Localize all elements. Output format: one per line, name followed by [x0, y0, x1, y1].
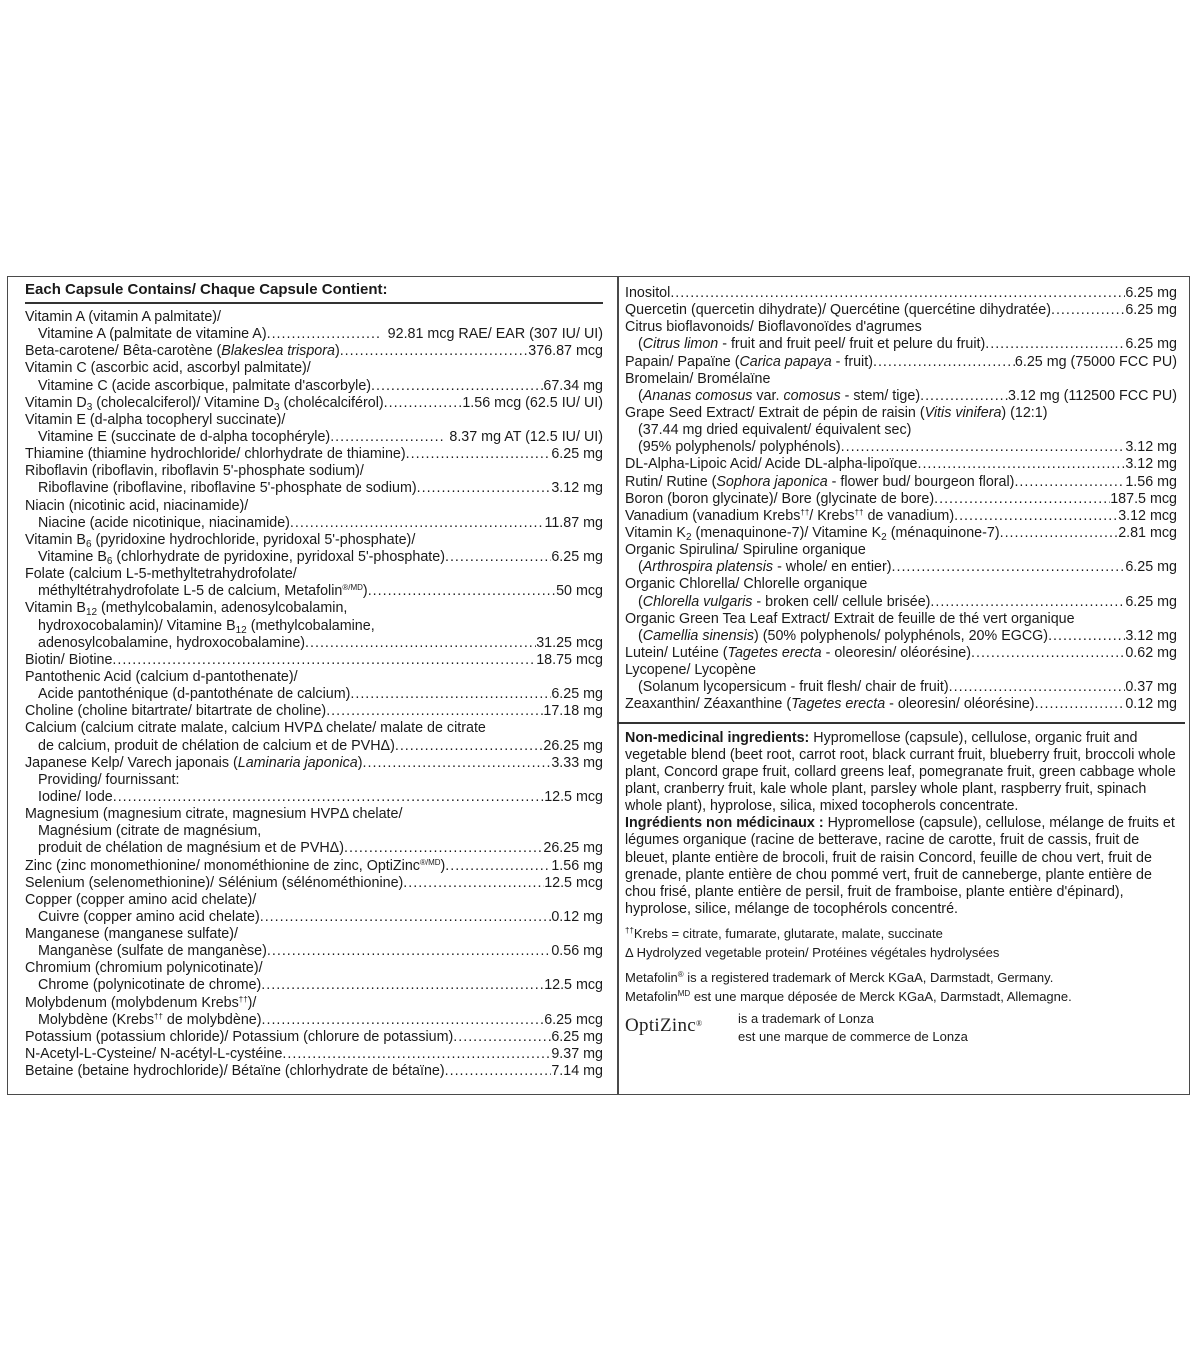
non-medicinal-label: Non-medicinal ingredients: — [625, 729, 810, 746]
ingredient-line — [25, 840, 603, 857]
ingredient-line — [25, 480, 603, 497]
ingredient-name: Vanadium (vanadium Krebs††/ Krebs†† de vanadium) — [625, 507, 955, 524]
right-ingredient-list — [625, 285, 1177, 714]
dot-leader — [670, 285, 1125, 302]
ingredient-name: Calcium (calcium citrate malate, calcium HVPΔ chelate/ malate de citrate — [25, 720, 486, 737]
optizinc-trademark — [625, 1010, 1177, 1046]
ingredient-line — [25, 789, 603, 806]
ingredient-line — [625, 576, 1177, 593]
ingredient-amount: 7.14 mg — [551, 1063, 603, 1080]
optizinc-logo: OptiZinc® — [625, 1015, 703, 1037]
dot-leader — [344, 840, 543, 857]
ingredient-amount: 6.25 mg — [1125, 559, 1177, 576]
ingredient-name: Molybdène (Krebs†† de molybdène) — [38, 1011, 262, 1028]
ingredient-name: (Solanum lycopersicum - fruit flesh/ chair de fruit) — [638, 679, 949, 696]
dot-leader — [330, 429, 443, 446]
ingredient-name: Vitamine E (succinate de d-alpha tocophéryle) — [38, 428, 331, 445]
ingredient-name: Beta-carotene/ Bêta-carotène (Blakeslea trispora) — [25, 343, 340, 360]
dot-leader — [445, 549, 551, 566]
ingredient-name: Acide pantothénique (d-pantothénate de calcium) — [38, 686, 351, 703]
ingredient-name: Vitamin $K_2$ (menaquinone-7)/ Vitamine $K_2$ (ménaquinone-7) — [625, 524, 1000, 543]
ingredient-name: Citrus bioflavonoids/ Bioflavonoïdes d'agrumes — [625, 319, 922, 336]
ingredient-amount: 6.25 mg (75000 FCC PU) — [1014, 353, 1177, 370]
dot-leader — [873, 354, 1015, 371]
ingredient-amount: 187.5 mcg — [1110, 490, 1177, 507]
ingredient-line — [625, 594, 1177, 611]
non-medicinal-text-fr: Hypromellose (capsule), cellulose, mélange de fruits et légumes organique (racine de betterave, racine de carotte, fruit de cassis, fruit de bleuet, plante entière de brocoli, fruit de raisin Concord, feuille de chou vert, fruit de grenade, plante entière de chou pommé vert, fruit de canneberge, plante entière de chou frisé, plante entière de persil, fruit de framboise, plante entière d'épinard), hyprolose, silice, mélange de tocophérols concentré. — [625, 815, 1175, 918]
ingredient-line — [25, 772, 603, 789]
supplement-facts-panel — [7, 276, 1190, 1095]
ingredient-name: Vitamin A (vitamin A palmitate)/ — [25, 309, 222, 325]
dot-leader — [305, 635, 536, 652]
dot-leader — [1014, 474, 1125, 491]
ingredient-name: (Camellia sinensis) (50% polyphenols/ polyphénols, 20% EGCG) — [638, 627, 1049, 644]
ingredient-name: Lycopene/ Lycopène — [625, 662, 756, 679]
dot-leader — [1051, 302, 1125, 319]
dot-leader — [971, 645, 1125, 662]
ingredient-line — [25, 343, 603, 360]
dot-leader — [841, 439, 1126, 456]
hvp-footnote: Δ Hydrolyzed vegetable protein/ Protéines végétales hydrolysées — [625, 945, 1000, 961]
dot-leader — [934, 491, 1110, 508]
dot-leader — [262, 1012, 545, 1029]
ingredient-line — [625, 662, 1177, 679]
ingredient-name: Betaine (betaine hydrochloride)/ Bétaïne (chlorhydrate de bétaïne) — [25, 1063, 445, 1080]
ingredients-left-column — [25, 281, 603, 1080]
ingredient-amount: 6.25 mcg — [544, 1011, 603, 1028]
ingredient-line — [25, 498, 603, 515]
ingredient-name: Bromelain/ Bromélaïne — [625, 370, 771, 387]
ingredient-line — [25, 926, 603, 943]
ingredient-line — [625, 525, 1177, 542]
ingredient-name: de calcium, produit de chélation de calcium et de PVHΔ) — [38, 737, 395, 754]
ingredients-right-column — [625, 285, 1177, 1046]
ingredient-name: Lutein/ Lutéine (Tagetes erecta - oleoresin/ oléorésine) — [625, 644, 972, 661]
dot-leader — [260, 909, 552, 926]
dot-leader — [290, 515, 545, 532]
ingredient-name: Vitamine $B_6$ (chlorhydrate de pyridoxine, pyridoxal 5'-phosphate) — [38, 548, 445, 567]
ingredient-amount: 11.87 mg — [544, 514, 603, 531]
trademark-notices — [625, 968, 1177, 1006]
ingredient-amount: 6.25 mg — [1125, 302, 1177, 319]
ingredient-name: produit de chélation de magnésium et de PVHΔ) — [38, 840, 344, 857]
ingredient-line — [25, 806, 603, 823]
ingredient-amount: 3.12 mg — [1125, 456, 1177, 473]
ingredient-name: Providing/ fournissant: — [38, 771, 180, 788]
dot-leader — [368, 583, 556, 600]
ingredient-name: Boron (boron glycinate)/ Bore (glycinate de bore) — [625, 490, 935, 507]
dot-leader — [395, 738, 544, 755]
ingredient-name: Inositol — [625, 285, 671, 301]
ingredient-amount: 12.5 mcg — [544, 874, 603, 891]
ingredient-amount: 18.75 mcg — [536, 651, 603, 668]
ingredient-line — [625, 508, 1177, 525]
ingredient-name: Organic Green Tea Leaf Extract/ Extrait de feuille de thé vert organique — [625, 610, 1075, 627]
ingredient-line — [25, 703, 603, 720]
ingredient-name: Zeaxanthin/ Zéaxanthine (Tagetes erecta - oleoresin/ oléorésine) — [625, 696, 1035, 713]
ingredient-line — [625, 302, 1177, 319]
krebs-footnote: ††Krebs = citrate, fumarate, glutarate, malate, succinate — [625, 926, 943, 942]
panel-title: Each Capsule Contains/ Chaque Capsule Contient: — [25, 281, 388, 298]
ingredient-amount: 92.81 mcg RAE/ EAR (307 IU/ UI) — [387, 326, 603, 343]
ingredient-amount: 8.37 mg AT (12.5 IU/ UI) — [449, 428, 603, 445]
ingredient-amount: 0.12 mg — [1125, 696, 1177, 713]
ingredient-line — [25, 326, 603, 343]
ingredient-name: Vitamine C (acide ascorbique, palmitate d'ascorbyle) — [38, 377, 372, 394]
dot-leader — [954, 508, 1118, 525]
ingredient-amount: 3.33 mg — [551, 754, 603, 771]
ingredient-amount: 0.12 mg — [551, 908, 603, 925]
column-divider — [617, 277, 619, 1094]
ingredient-name: (37.44 mg dried equivalent/ équivalent sec) — [638, 422, 912, 439]
ingredient-name: N-Acetyl-L-Cysteine/ N-acétyl-L-cystéine — [25, 1046, 283, 1063]
ingredient-name: (Citrus limon - fruit and fruit peel/ fruit et pelure du fruit) — [638, 336, 986, 353]
ingredient-name: Organic Chlorella/ Chlorelle organique — [625, 576, 868, 593]
ingredient-line — [625, 456, 1177, 473]
ingredient-line — [25, 823, 603, 840]
ingredient-amount: 6.25 mg — [551, 686, 603, 703]
dot-leader — [267, 943, 551, 960]
dot-leader — [371, 378, 543, 395]
ingredient-line — [625, 679, 1177, 696]
ingredient-amount: 6.25 mg — [551, 548, 603, 565]
ingredient-line — [625, 645, 1177, 662]
ingredient-amount: 6.25 mg — [1125, 285, 1177, 301]
ingredient-name: Potassium (potassium chloride)/ Potassium (chlorure de potassium) — [25, 1028, 454, 1045]
dot-leader — [445, 1063, 552, 1080]
ingredient-amount: 1.56 mcg (62.5 IU/ UI) — [462, 394, 603, 411]
dot-leader — [1035, 696, 1126, 713]
ingredient-name: Manganese (manganese sulfate)/ — [25, 926, 238, 943]
ingredient-amount: 67.34 mg — [543, 377, 603, 394]
ingredient-line — [25, 378, 603, 395]
ingredient-name: Chrome (polynicotinate de chrome) — [38, 977, 262, 994]
metafolin-trademark-fr: Metafolin$^{MD}$ est une marque déposée de Merck KGaA, Darmstadt, Allemagne. — [625, 989, 1072, 1005]
non-medicinal-ingredients-fr — [625, 815, 1177, 918]
ingredient-name: Vitamin $B_6$ (pyridoxine hydrochloride, pyridoxal 5'-phosphate)/ — [25, 531, 416, 549]
ingredient-name: Thiamine (thiamine hydrochloride/ chlorhydrate de thiamine) — [25, 446, 406, 463]
ingredient-name: Rutin/ Rutine (Sophora japonica - flower bud/ bourgeon floral) — [625, 473, 1015, 490]
ingredient-line — [25, 429, 603, 446]
ingredient-name: (Chlorella vulgaris - broken cell/ cellule brisée) — [638, 593, 931, 610]
ingredient-name: Papain/ Papaïne (Carica papaya - fruit) — [625, 353, 873, 370]
ingredient-line — [625, 439, 1177, 456]
dot-leader — [930, 594, 1125, 611]
dot-leader — [920, 388, 1008, 405]
ingredient-name: Riboflavin (riboflavin, riboflavin 5'-phosphate sodium)/ — [25, 463, 364, 480]
ingredient-line — [25, 532, 603, 549]
dot-leader — [453, 1029, 551, 1046]
ingredient-amount: 26.25 mg — [543, 737, 603, 754]
ingredient-name: Grape Seed Extract/ Extrait de pépin de raisin (Vitis vinifera) (12:1) — [625, 404, 1048, 421]
optizinc-trademark-en: is a trademark of Lonza — [738, 1011, 874, 1027]
ingredient-line — [25, 892, 603, 909]
ingredient-name: Organic Spirulina/ Spiruline organique — [625, 542, 866, 559]
dot-leader — [282, 1046, 551, 1063]
ingredient-line — [625, 559, 1177, 576]
ingredient-line — [625, 285, 1177, 302]
ingredient-line — [25, 909, 603, 926]
ingredient-line — [25, 686, 603, 703]
dot-leader — [267, 326, 382, 343]
ingredient-amount: 17.18 mg — [543, 703, 603, 720]
ingredient-name: Copper (copper amino acid chelate)/ — [25, 891, 257, 908]
ingredient-name: Riboflavine (riboflavine, riboflavine 5'-phosphate de sodium) — [38, 480, 417, 497]
section-divider — [617, 722, 1185, 724]
ingredient-line — [25, 669, 603, 686]
ingredient-amount: 12.5 mcg — [544, 788, 603, 805]
ingredient-line — [25, 995, 603, 1012]
ingredient-line — [625, 422, 1177, 439]
ingredient-line — [25, 549, 603, 566]
ingredient-line — [25, 600, 603, 617]
ingredient-line — [25, 1012, 603, 1029]
ingredient-line — [25, 960, 603, 977]
ingredient-name: (Arthrospira platensis - whole/ en entier) — [638, 559, 892, 576]
dot-leader — [892, 559, 1126, 576]
ingredient-line — [25, 858, 603, 875]
dot-leader — [350, 686, 551, 703]
ingredient-line — [625, 628, 1177, 645]
ingredient-amount: 3.12 mg (112500 FCC PU) — [1008, 387, 1177, 404]
ingredient-name: (Ananas comosus var. comosus - stem/ tige) — [638, 387, 921, 404]
dot-leader — [417, 480, 552, 497]
ingredient-line — [25, 738, 603, 755]
ingredient-name: Vitamin E (d-alpha tocopheryl succinate)/ — [25, 411, 286, 428]
ingredient-name: Quercetin (quercetin dihydrate)/ Quercétine (quercétine dihydratée) — [625, 302, 1051, 319]
ingredient-line — [25, 566, 603, 583]
ingredient-line — [25, 1046, 603, 1063]
ingredient-name: Pantothenic Acid (calcium d-pantothenate)/ — [25, 668, 298, 685]
ingredient-name: Cuivre (copper amino acid chelate) — [38, 908, 260, 925]
ingredient-line — [25, 395, 603, 412]
footnotes — [625, 924, 1177, 962]
title-divider — [25, 302, 603, 304]
dot-leader — [1048, 628, 1125, 645]
ingredient-name: Chromium (chromium polynicotinate)/ — [25, 960, 263, 977]
ingredient-amount: 3.12 mg — [1125, 439, 1177, 456]
ingredient-line — [625, 336, 1177, 353]
optizinc-trademark-fr: est une marque de commerce de Lonza — [738, 1029, 968, 1045]
ingredient-line — [625, 405, 1177, 422]
ingredient-line — [625, 354, 1177, 371]
left-ingredient-list — [25, 309, 603, 1080]
ingredient-line — [625, 542, 1177, 559]
ingredient-amount: 0.62 mg — [1125, 644, 1177, 661]
metafolin-trademark-en: Metafolin® is a registered trademark of Merck KGaA, Darmstadt, Germany. — [625, 970, 1054, 986]
ingredient-name: Magnésium (citrate de magnésium, — [38, 823, 262, 840]
dot-leader — [445, 858, 551, 875]
ingredient-amount: 26.25 mg — [543, 840, 603, 857]
ingredient-amount: 2.81 mcg — [1118, 524, 1177, 541]
ingredient-amount: 0.56 mg — [551, 943, 603, 960]
ingredient-name: Folate (calcium L-5-methyltetrahydrofolate/ — [25, 566, 297, 583]
ingredient-amount: 0.37 mg — [1125, 679, 1177, 696]
ingredient-line — [25, 1029, 603, 1046]
ingredient-line — [25, 618, 603, 635]
ingredient-line — [625, 371, 1177, 388]
ingredient-line — [25, 943, 603, 960]
ingredient-amount: 9.37 mg — [551, 1046, 603, 1063]
non-medicinal-text: Hypromellose (capsule), cellulose, organic fruit and vegetable blend (beet root, carrot root, black currant fruit, blueberry fruit, broccoli whole plant, Concord grape fruit, collard greens leaf, pomegranate fruit, green cabbage whole plant, cranberry fruit, kale whole plant, parsley whole plant, raspberry fruit, spinach whole plant), hyprolose, silica, mixed tocopherols concentrate. — [625, 729, 1176, 815]
ingredient-line — [25, 360, 603, 377]
dot-leader — [113, 789, 544, 806]
ingredient-name: hydroxocobalamin)/ Vitamine $B_{12}$ (methylcobalamine, — [38, 617, 375, 635]
ingredient-name: Niacine (acide nicotinique, niacinamide) — [38, 514, 290, 531]
non-medicinal-ingredients-en — [625, 730, 1177, 816]
ingredient-line — [25, 412, 603, 429]
ingredient-name: Choline (choline bitartrate/ bitartrate de choline) — [25, 703, 327, 720]
ingredient-amount: 3.12 mcg — [1118, 507, 1177, 524]
dot-leader — [384, 395, 463, 412]
ingredient-name: Molybdenum (molybdenum Krebs††)/ — [25, 994, 257, 1011]
ingredient-name: Japanese Kelp/ Varech japonais (Laminaria japonica) — [25, 754, 363, 771]
ingredient-line — [25, 977, 603, 994]
ingredient-amount: 12.5 mcg — [544, 977, 603, 994]
ingredient-line — [625, 474, 1177, 491]
ingredient-name: (95% polyphenols/ polyphénols) — [638, 439, 841, 456]
ingredient-amount: 3.12 mg — [1125, 627, 1177, 644]
dot-leader — [949, 679, 1126, 696]
dot-leader — [112, 652, 536, 669]
ingredient-line — [25, 515, 603, 532]
ingredient-name: Iodine/ Iode — [38, 788, 113, 805]
ingredient-amount: 50 mcg — [556, 583, 603, 600]
ingredient-line — [625, 319, 1177, 336]
dot-leader — [326, 703, 543, 720]
ingredient-name: DL-Alpha-Lipoic Acid/ Acide DL-alpha-lipoïque — [625, 456, 918, 473]
ingredient-name: Vitamin C (ascorbic acid, ascorbyl palmitate)/ — [25, 360, 311, 377]
ingredient-name: Manganèse (sulfate de manganèse) — [38, 943, 267, 960]
non-medicinal-label-fr: Ingrédients non médicinaux : — [625, 815, 824, 832]
ingredient-line — [25, 446, 603, 463]
dot-leader — [406, 446, 552, 463]
ingredient-amount: 6.25 mg — [1125, 593, 1177, 610]
ingredient-amount: 376.87 mcg — [528, 343, 603, 360]
ingredient-line — [25, 309, 603, 326]
ingredient-line — [25, 875, 603, 892]
ingredient-amount: 31.25 mcg — [536, 634, 603, 651]
dot-leader — [340, 343, 529, 360]
dot-leader — [403, 875, 544, 892]
ingredient-amount: 1.56 mg — [551, 857, 603, 874]
ingredient-line — [25, 720, 603, 737]
ingredient-amount: 1.56 mg — [1125, 473, 1177, 490]
dot-leader — [1000, 525, 1119, 542]
ingredient-name: adenosylcobalamine, hydroxocobalamine) — [38, 634, 306, 651]
ingredient-line — [625, 388, 1177, 405]
ingredient-amount: 3.12 mg — [551, 480, 603, 497]
ingredient-name: Vitamine A (palmitate de vitamine A) — [38, 326, 267, 343]
dot-leader — [917, 456, 1125, 473]
ingredient-name: Niacin (nicotinic acid, niacinamide)/ — [25, 497, 249, 514]
ingredient-name: Biotin/ Biotine — [25, 651, 113, 668]
ingredient-name: Vitamin $D_3$ (cholecalciferol)/ Vitamine $D_3$ (cholécalciférol) — [25, 394, 384, 412]
ingredient-name: Selenium (selenomethionine)/ Sélénium (sélénométhionine) — [25, 874, 404, 891]
ingredient-amount: 6.25 mg — [1125, 336, 1177, 353]
ingredient-line — [25, 1063, 603, 1080]
ingredient-amount: 6.25 mg — [551, 1028, 603, 1045]
ingredient-line — [25, 652, 603, 669]
dot-leader — [261, 977, 544, 994]
ingredient-name: méthyltétrahydrofolate L-5 de calcium, Metafolin$^{®/MD}$) — [38, 583, 368, 600]
ingredient-line — [25, 583, 603, 600]
ingredient-line — [25, 755, 603, 772]
ingredient-name: Vitamin $B_{12}$ (methylcobalamin, adenosylcobalamin, — [25, 600, 348, 618]
ingredient-amount: 6.25 mg — [551, 446, 603, 463]
dot-leader — [363, 755, 552, 772]
ingredient-line — [25, 635, 603, 652]
ingredient-line — [625, 696, 1177, 713]
ingredient-name: Magnesium (magnesium citrate, magnesium HVPΔ chelate/ — [25, 806, 403, 823]
ingredient-name: Zinc (zinc monomethionine/ monométhionine de zinc, OptiZinc$^{®/MD}$) — [25, 857, 446, 874]
dot-leader — [985, 336, 1125, 353]
ingredient-line — [625, 611, 1177, 628]
ingredient-line — [25, 463, 603, 480]
ingredient-line — [625, 491, 1177, 508]
